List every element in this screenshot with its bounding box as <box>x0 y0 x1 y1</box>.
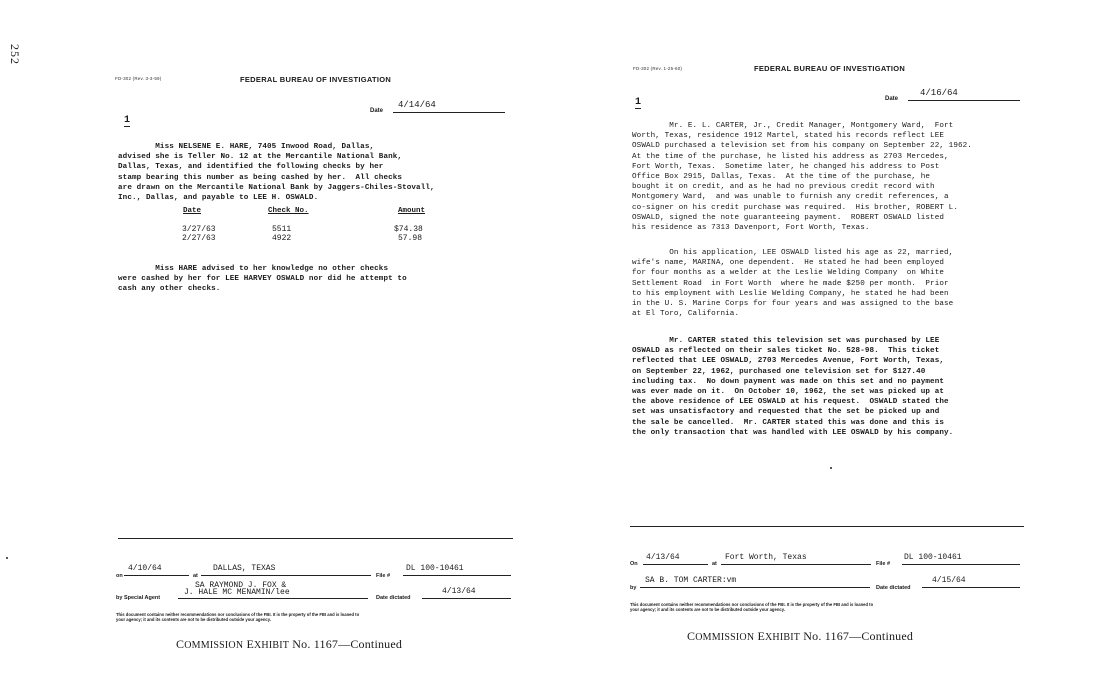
left-on-line <box>124 564 189 576</box>
right-bureau-heading: FEDERAL BUREAU OF INVESTIGATION <box>754 64 906 73</box>
left-paragraph-1: Miss NELSENE E. HARE, 7405 Inwood Road, Dallas, advised she is Teller No. 12 at the Mercantile National Bank, Dallas, Texas, and identified the following checks by her stamp bearing this number as being cashed by her. All checks are drawn on the Mercantile National Bank by Jaggers-Chiles-Stovall, Inc., Dallas, and payable to LEE H. OSWALD. <box>118 143 435 203</box>
left-caption <box>176 637 402 652</box>
left-agents-line-1: SA RAYMOND J. FOX & <box>195 581 287 590</box>
right-dictated-date: 4/15/64 <box>932 576 966 585</box>
table-header-check: Check No. <box>268 207 309 215</box>
left-dictated-label: Date dictated <box>376 595 411 601</box>
right-date-line <box>908 88 1020 101</box>
table-row-1-date: 3/27/63 <box>182 225 216 234</box>
left-fine-print: This document contains neither recommendations nor conclusions of the FBI. It is the property of the FBI and is loaned to your agency; it and its contents are not to be distributed outside your agency. <box>116 612 360 622</box>
left-interview-date: 4/10/64 <box>128 564 162 573</box>
left-on-label: on <box>116 573 123 579</box>
left-paragraph-2: Miss HARE advised to her knowledge no other checks were cashed by her for LEE HARVEY OSWALD nor did he attempt to cash any other checks. <box>118 265 407 294</box>
right-caption-ommission: OMMISSION <box>695 632 755 643</box>
right-file-label: File # <box>876 561 891 567</box>
left-agents-line-2: J. HALE MC MENAMIN/lee <box>184 588 290 597</box>
left-form-code: FD-302 (Rev. 3-3-59) <box>115 76 162 81</box>
right-place: Fort Worth, Texas <box>725 553 807 562</box>
right-on-label: On <box>630 561 638 567</box>
right-form-code: FD-302 (Rev. 1-25-60) <box>633 66 683 71</box>
stray-mark <box>830 467 832 469</box>
left-dictated-line <box>422 587 511 599</box>
table-row-1-amount: $74.38 <box>394 225 423 234</box>
right-on-line <box>643 553 708 565</box>
right-footer-rule <box>630 526 1024 527</box>
left-file-number: DL 100-10461 <box>406 564 464 573</box>
left-place-line <box>201 564 371 576</box>
right-serial: 1 <box>635 97 642 108</box>
table-row-2-date: 2/27/63 <box>182 234 216 243</box>
right-caption-rest: No. 1167—Continued <box>800 629 914 643</box>
left-caption-e: E <box>243 637 254 651</box>
right-dictated-line <box>922 576 1020 588</box>
right-caption-c: C <box>687 629 696 643</box>
left-by-label: by Special Agent <box>116 595 161 601</box>
right-at-label: at <box>712 561 717 567</box>
right-caption-xhibit: XHIBIT <box>765 632 801 643</box>
right-paragraph-2: On his application, LEE OSWALD listed his age as 22, married, wife's name, MARINA, one dependent. He stated he had been employed for four months as a welder at the Leslie Welding Company on White Settlement Road in Fort Worth where he made $250 per month. Prior to his employment with Leslie Welding Company, he stated he had been in the U. S. Marine Corps for four years and was assigned to the base at El Toro, California. <box>632 249 954 319</box>
left-date-line <box>393 100 505 113</box>
table-row-2-check: 4922 <box>272 234 292 243</box>
left-at-label: at <box>193 573 198 579</box>
left-serial: 1 <box>124 115 131 126</box>
table-header-date: Date <box>183 207 202 215</box>
right-interview-date: 4/13/64 <box>646 553 680 562</box>
page-number: 252 <box>8 44 22 65</box>
left-caption-rest: No. 1167—Continued <box>289 637 403 651</box>
table-row-2-amount: 57.98 <box>398 234 423 243</box>
right-date: 4/16/64 <box>920 88 958 98</box>
left-footer-rule <box>118 538 513 539</box>
right-caption <box>687 629 913 644</box>
left-file-line <box>403 564 511 576</box>
right-dictated-label: Date dictated <box>876 585 911 591</box>
left-date: 4/14/64 <box>398 100 436 110</box>
left-bureau-heading: FEDERAL BUREAU OF INVESTIGATION <box>240 75 392 84</box>
left-caption-c: C <box>176 637 185 651</box>
right-agent-line <box>640 576 870 588</box>
right-date-label: Date <box>885 96 899 102</box>
left-caption-ommission: OMMISSION <box>184 640 244 651</box>
right-by-label: by <box>630 585 637 591</box>
right-agent: SA B. TOM CARTER:vm <box>645 576 737 585</box>
left-place: DALLAS, TEXAS <box>213 564 276 573</box>
right-file-number: DL 100-10461 <box>904 553 962 562</box>
right-fine-print: This document contains neither recommendations nor conclusions of the FBI. It is the property of the FBI and is loaned to your agency; it and its contents are not to be distributed outside your agency. <box>630 602 874 612</box>
right-caption-e: E <box>754 629 765 643</box>
margin-mark <box>6 557 8 559</box>
left-date-label: Date <box>370 108 384 114</box>
right-paragraph-3: Mr. CARTER stated this television set was purchased by LEE OSWALD as reflected on their sales ticket No. 528-98. This ticket reflected that LEE OSWALD, 2703 Mercedes Avenue, Fort Worth, Texas, on September 22, 1962, purchased one television set for $127.40 including tax. No down payment was made on this set and no payment was ever made on it. On October 10, 1962, the set was picked up at the above residence of LEE OSWALD at his request. OSWALD stated the set was unsatisfactory and requested that the set be picked up and the sale be cancelled. Mr. CARTER stated this was done and this is the only transaction that was handled with LEE OSWALD by his company. <box>632 337 954 437</box>
right-paragraph-1: Mr. E. L. CARTER, Jr., Credit Manager, Montgomery Ward, Fort Worth, Texas, residence 1912 Martel, stated his records reflect LEE OSWALD purchased a television set from his company on September 22, 1962. At the time of the purchase, he listed his address as 2703 Mercedes, Fort Worth, Texas. Sometime later, he changed his address to Post Office Box 2915, Dallas, Texas. At the time of the purchase, he bought it on credit, and as he had no previous credit record with Montgomery Ward, and was unable to furnish any credit references, a co-signer on his credit purchase was required. His brother, ROBERT L. OSWALD, signed the note guaranteeing payment. ROBERT OSWALD listed his residence as 7313 Davenport, Fort Worth, Texas. <box>632 122 972 233</box>
right-place-line <box>721 553 871 565</box>
table-row-1-check: 5511 <box>272 225 292 234</box>
right-file-line <box>902 553 1020 565</box>
table-header-amount: Amount <box>398 207 426 215</box>
left-file-label: File # <box>376 573 391 579</box>
left-dictated-date: 4/13/64 <box>442 587 476 596</box>
left-agent-line <box>178 589 368 599</box>
left-caption-xhibit: XHIBIT <box>254 640 290 651</box>
